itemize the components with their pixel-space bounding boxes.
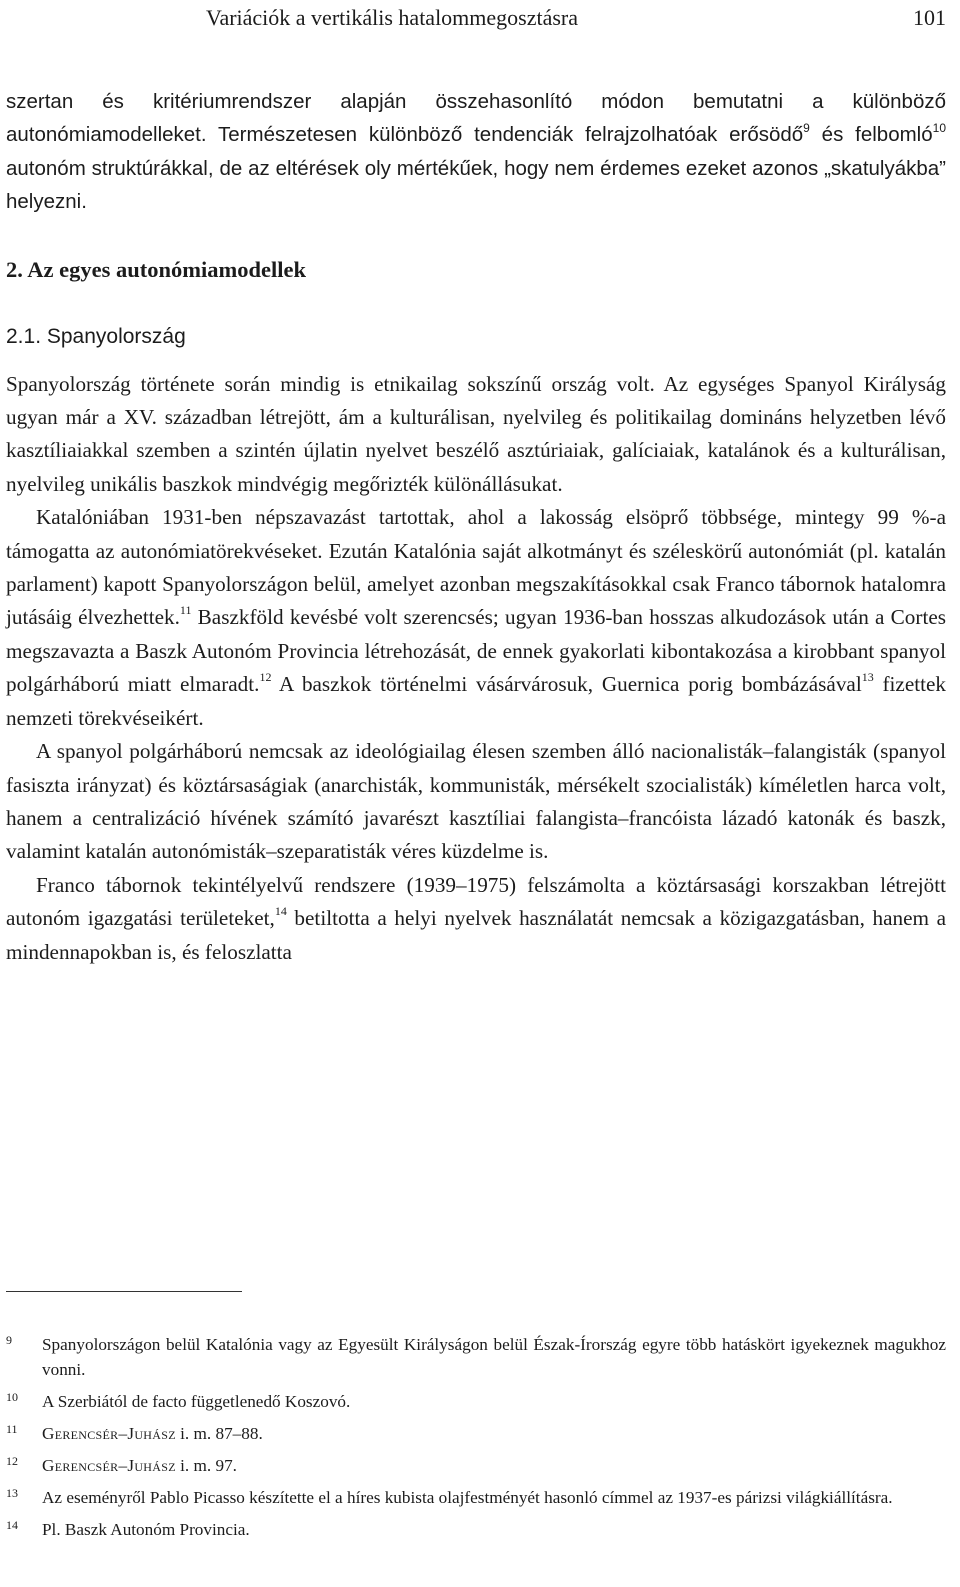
p2-text-2: Baszkföld kevésbé volt szerencsés; ugyan 1936-ban hosszas alkudozások után a Cortes megszavazta a Baszk Autonóm Provincia létrehozását, de ennek gyakorlati kibontakozása a kirobbant spanyol polgárháború miatt elmaradt.	[6, 605, 946, 697]
footnote-item	[6, 1485, 946, 1510]
footnote-number: 10	[6, 1390, 18, 1404]
footnote-item	[6, 1453, 946, 1478]
footnote-number: 14	[6, 1518, 18, 1532]
p4-text-1: Franco tábornok tekintélyelvű rendszere (1939–1975) felszámolta a köztársasági korszakban létrejött autonóm igazgatási területeket,	[6, 872, 946, 931]
footnote-ref-13: 13	[861, 670, 874, 685]
footnote-number: 11	[6, 1422, 18, 1436]
page-number: 101	[913, 5, 946, 30]
footnote-text: i. m. 97.	[175, 1456, 237, 1475]
footnote-text: Spanyolországon belül Katalónia vagy az Egyesült Királyságon belül Észak-Írország egyre több hatáskört igyekeznek magukhoz vonni.	[42, 1335, 946, 1379]
p2-text-4: fizettek nemzeti törekvéseikért.	[6, 672, 947, 730]
footnote-ref-14: 14	[274, 904, 287, 919]
running-head-title: Variációk a vertikális hatalommegosztásra	[206, 5, 579, 30]
intro-text-2: és felbomló	[809, 123, 933, 147]
footnotes	[6, 1332, 946, 1549]
subsection-heading: 2.1. Spanyolország	[6, 324, 186, 348]
footnote-text: Az eseményről Pablo Picasso készítette el a híres kubista olajfestményét hasonló címmel az 1937-es párizsi világkiállításra.	[42, 1488, 893, 1507]
intro-text-3: autonóm struktúrákkal, de az eltérések oly mértékűek, hogy nem érdemes ezeket azonos „skatulyákba” helyezni.	[6, 156, 946, 214]
intro-paragraph	[6, 85, 946, 219]
footnote-number: 12	[6, 1454, 18, 1468]
paragraph-4	[6, 869, 946, 969]
footnote-ref-10: 10	[932, 120, 946, 135]
paragraph-2	[6, 501, 946, 735]
p4-text-2: betiltotta a helyi nyelvek használatát nemcsak a közigazgatásban, hanem a mindennapokban is, és feloszlatta	[6, 906, 947, 964]
footnote-author: Gerencsér–Juhász	[42, 1456, 176, 1475]
paragraph-3: A spanyol polgárháború nemcsak az ideológiailag élesen szemben álló nacionalisták–falangisták (spanyol fasiszta irányzat) és köztársaságiak (anarchisták, kommunisták, mérsékelt szocialisták) kíméletlen harca volt, hanem a centralizáció hívének számító javarészt kasztíliai falangista–francóista lázadó katonák és baszk, valamint katalán autonómisták–szeparatisták véres küzdelme is.	[6, 739, 946, 864]
footnote-ref-9: 9	[803, 120, 810, 135]
footnote-text: A Szerbiától de facto függetlenedő Koszovó.	[42, 1392, 351, 1411]
footnote-number: 9	[6, 1333, 12, 1347]
section-heading: 2. Az egyes autonómiamodellek	[6, 256, 306, 282]
footnote-item	[6, 1332, 946, 1382]
footnote-separator	[6, 1291, 242, 1292]
running-head	[206, 4, 946, 32]
footnote-author: Gerencsér–Juhász	[42, 1424, 176, 1443]
footnote-item	[6, 1517, 946, 1542]
footnote-text: i. m. 87–88.	[175, 1424, 263, 1443]
footnote-ref-11: 11	[179, 603, 192, 618]
p2-text-1: Katalóniában 1931-ben népszavazást tartottak, ahol a lakosság elsöprő többsége, mintegy 99 %-a támogatta az autonómiatörekvéseket. Ezután Katalónia saját alkotmányt és széleskörű autonómiát (pl. katalán parlament) kapott Spanyolországon belül, amelyet azonban megszakításokkal csak Franco tábornok hatalomra jutásáig élvezhettek.	[6, 505, 946, 630]
body-text	[6, 85, 946, 969]
intro-text-1: szertan és kritériumrendszer alapján összehasonlító módon bemutatni a különböző autonómiamodelleket. Természetesen különböző tendenciák felrajzolhatóak erősödő	[6, 90, 946, 147]
footnote-item	[6, 1421, 946, 1446]
footnote-ref-12: 12	[259, 670, 272, 685]
paragraph-1: Spanyolország története során mindig is etnikailag sokszínű ország volt. Az egységes Spanyol Királyság ugyan már a XV. században létrejött, ám a kulturálisan, nyelvileg és politikailag domináns helyzetben lévő kasztíliaiakkal szemben a szintén újlatin nyelvet beszélő asztúriaiak, galíciaiak, katalánok és a kulturálisan, nyelvileg unikális baszkok mindvégig megőrizték különállásukat.	[6, 371, 946, 496]
p2-text-3: A baszkok történelmi vásárvárosuk, Guernica porig bombázásával	[271, 672, 862, 697]
footnote-number: 13	[6, 1486, 18, 1500]
footnote-text: Pl. Baszk Autonóm Provincia.	[42, 1520, 250, 1539]
footnote-item	[6, 1389, 946, 1414]
